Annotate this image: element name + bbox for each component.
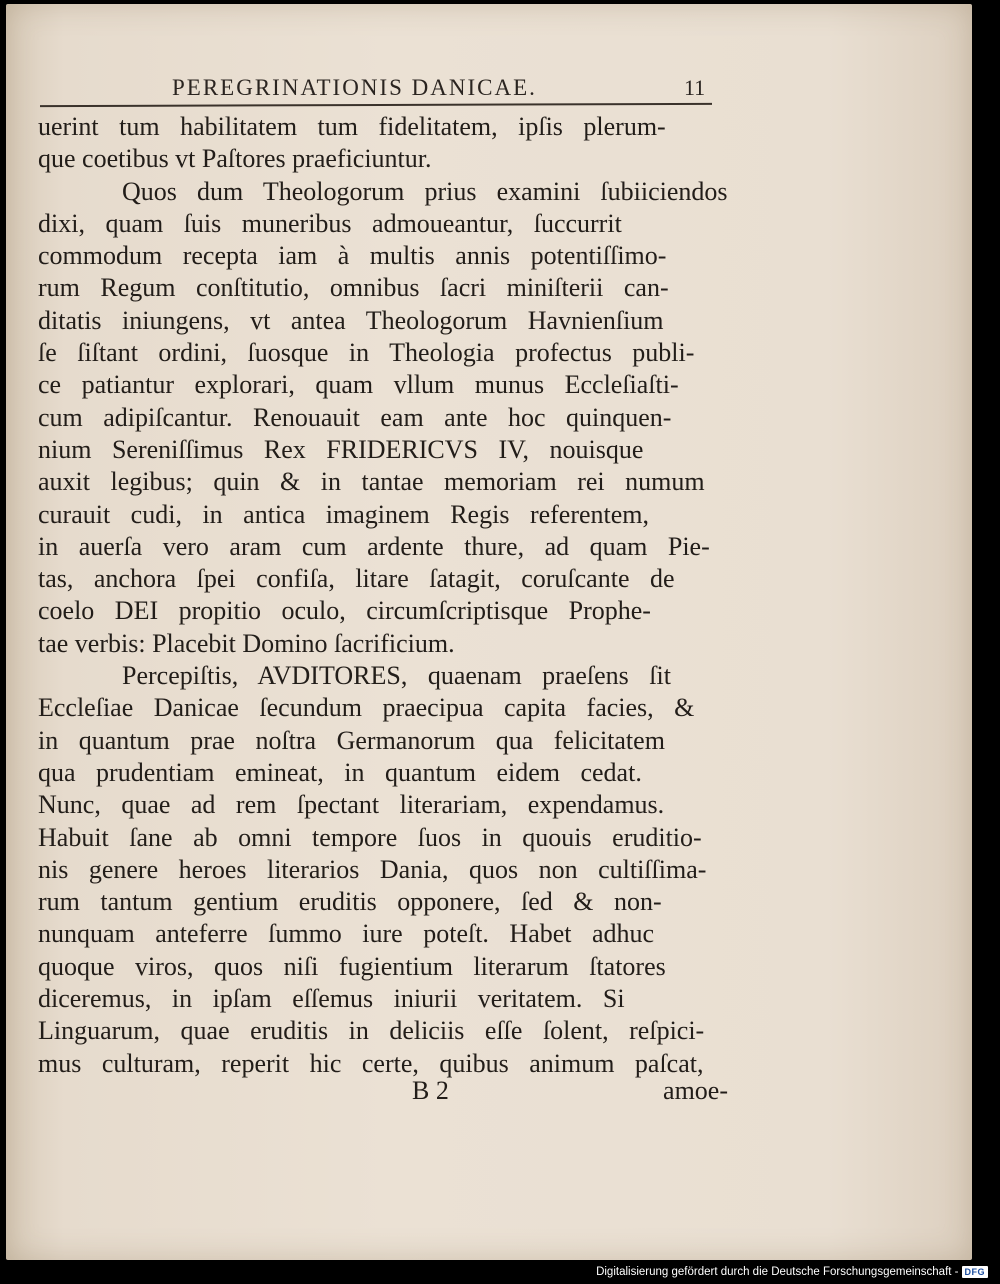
text-line [38,595,728,627]
text-line [38,143,728,175]
body-text [38,111,728,1080]
text-line [38,111,728,143]
text-line [38,369,728,401]
text-line-content: in auerſa vero aram cum ardente thure, ad quam Pie- [38,531,710,561]
text-line [38,337,728,369]
text-line-content: diceremus, in ipſam eſſemus iniurii veritatem. Si [38,984,625,1014]
text-line-content: cum adipiſcantur. Renouauit eam ante hoc quinquen- [38,402,672,432]
text-line [38,499,728,531]
text-line-content: uerint tum habilitatem tum fidelitatem, ipſis plerum- [38,112,666,141]
text-line-content: Habuit ſane ab omni tempore ſuos in quouis eruditio- [38,822,702,852]
text-line [38,628,728,660]
text-line-content: quoque viros, quos niſi fugientium literarum ſtatores [38,951,666,981]
text-line [38,240,728,272]
text-line [38,563,728,595]
text-line-content: Nunc, quae ad rem ſpectant literariam, expendamus. [38,790,665,820]
text-line [38,692,728,724]
text-line [38,434,728,466]
text-line [38,1015,728,1047]
text-line [38,402,728,434]
text-line-content: curauit cudi, in antica imaginem Regis referentem, [38,499,650,529]
page-footer [38,1076,728,1110]
text-line [38,208,728,240]
text-line-content: qua prudentiam emineat, in quantum eidem cedat. [38,757,642,787]
text-line [38,176,728,208]
text-line-content: nis genere heroes literarios Dania, quos non cultiſſima- [38,854,707,884]
text-line-content: auxit legibus; quin & in tantae memoriam rei numum [38,467,705,497]
text-line [38,725,728,757]
book-page [6,4,972,1260]
text-line [38,854,728,886]
text-line-content: ce patiantur explorari, quam vllum munus Eccleſiaſti- [38,370,679,400]
text-line-content: ſe ſiſtant ordini, ſuosque in Theologia profectus publi- [38,338,695,368]
text-line [38,918,728,950]
text-line-content: commodum recepta iam à multis annis potentiſſimo- [38,241,667,271]
text-line [38,305,728,337]
text-line [38,466,728,498]
text-line-content: que coetibus vt Paſtores praeficiuntur. [38,144,432,174]
text-line-content: mus culturam, reperit hic certe, quibus animum paſcat, [38,1048,704,1078]
text-line [38,531,728,563]
text-line-content: Eccleſiae Danicae ſecundum praecipua capita facies, & [38,693,695,723]
page-number: 11 [684,75,706,100]
digitization-credit [596,1266,988,1278]
text-line [38,757,728,789]
catchword: amoe- [663,1076,728,1105]
text-line [38,660,728,692]
text-line-content: coelo DEI propitio oculo, circumſcriptisque Prophe- [38,596,651,626]
text-line [38,886,728,918]
text-line-content: ditatis iniungens, vt antea Theologorum Havnienſium [38,305,664,335]
text-line-content: Quos dum Theologorum prius examini ſubiiciendos [122,176,728,206]
text-line [38,983,728,1015]
text-line [38,951,728,983]
credit-text: Digitalisierung gefördert durch die Deutsche Forschungsgemeinschaft - [596,1266,959,1278]
text-line-content: dixi, quam ſuis muneribus admoueantur, ſuccurrit [38,208,622,238]
text-line-content: nunquam anteferre ſummo iure poteſt. Habet adhuc [38,919,655,949]
text-line-content: tae verbis: Placebit Domino ſacrificium. [38,628,455,658]
text-line-content: Percepiſtis, AVDITORES, quaenam praeſens ſit [122,661,671,691]
text-line-content: rum tantum gentium eruditis opponere, ſed & non- [38,887,662,917]
text-line [38,822,728,854]
dfg-logo-icon: DFG [962,1266,989,1278]
text-line-content: rum Regum conſtitutio, omnibus ſacri miniſterii can- [38,273,669,303]
text-line-content: in quantum prae noſtra Germanorum qua felicitatem [38,725,665,755]
header-rule [40,103,712,107]
text-line [38,272,728,304]
running-title: PEREGRINATIONIS DANICAE. [172,75,537,100]
text-line [38,789,728,821]
text-line-content: nium Sereniſſimus Rex FRIDERICVS IV, nouisque [38,434,644,464]
text-line-content: tas, anchora ſpei confiſa, litare ſatagit, coruſcante de [38,564,675,594]
text-line-content: Linguarum, quae eruditis in deliciis eſſe ſolent, reſpici- [38,1016,705,1046]
signature-mark: B 2 [412,1076,449,1105]
